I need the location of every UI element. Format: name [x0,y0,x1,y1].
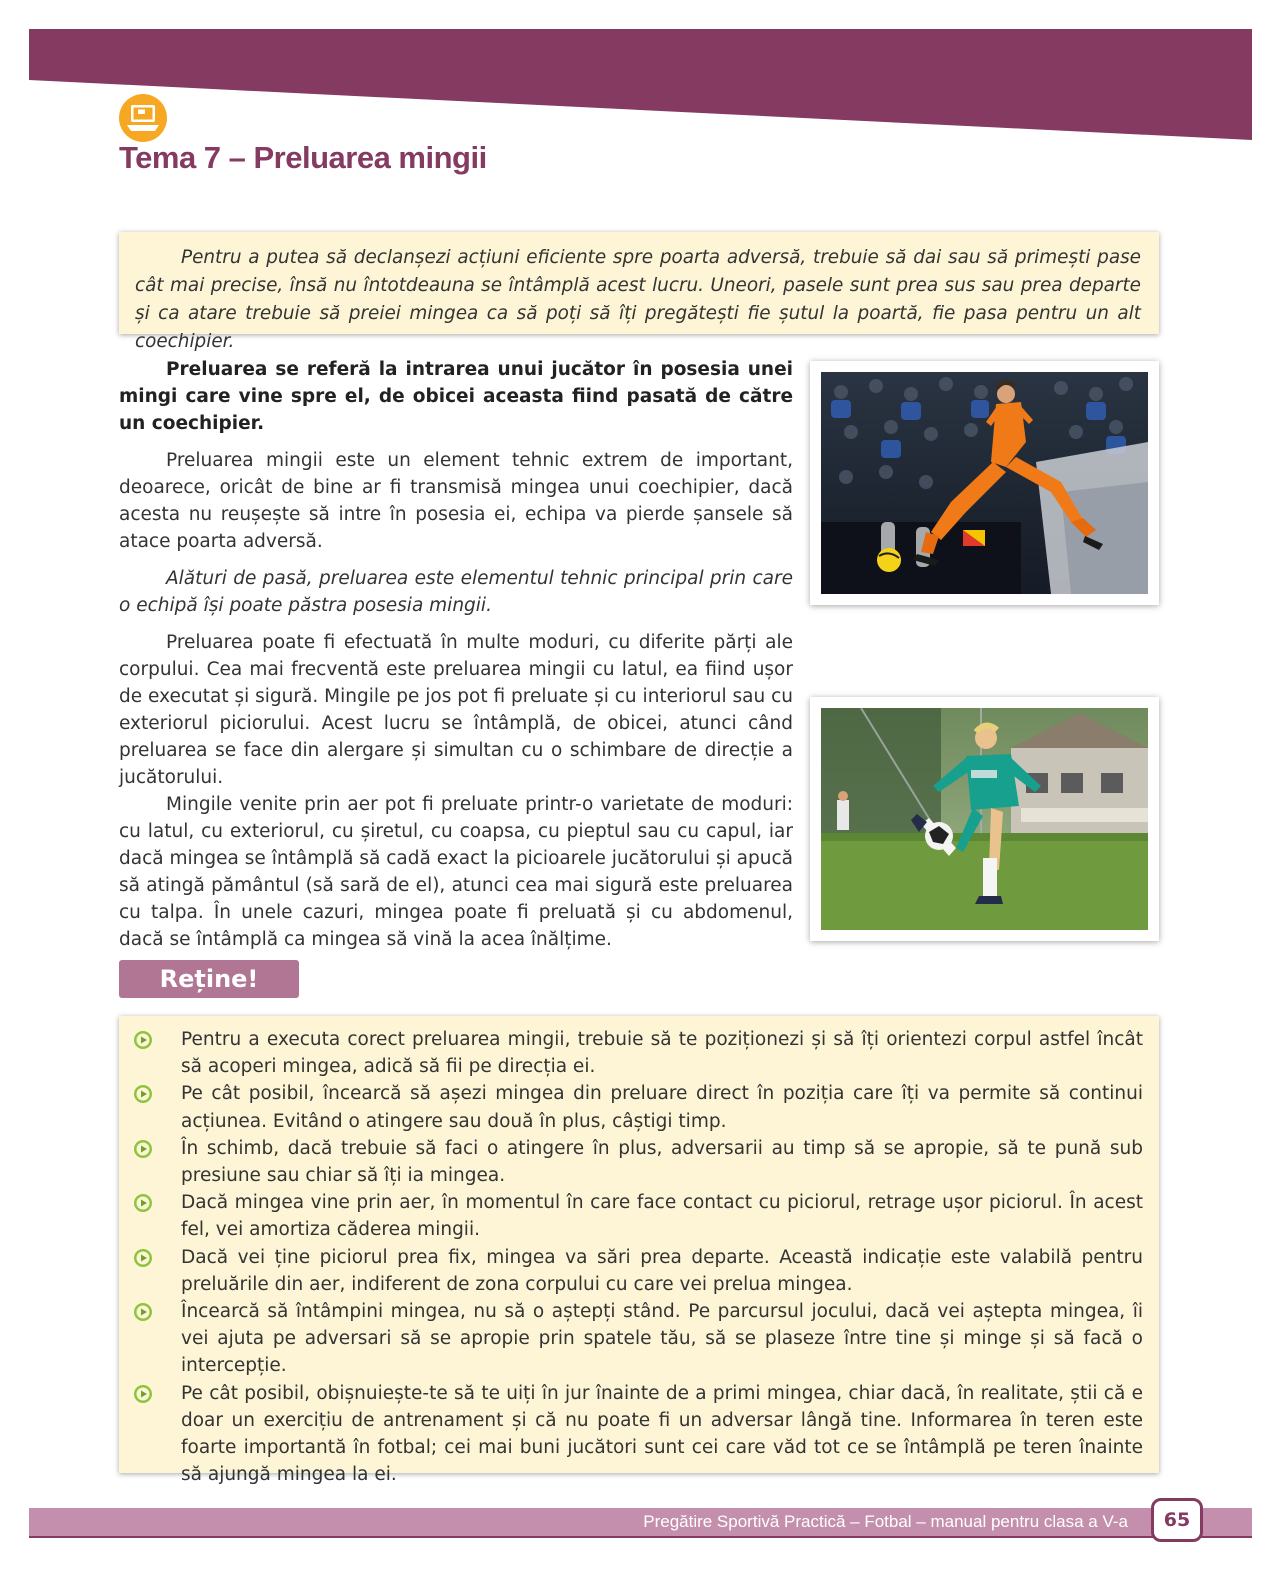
play-bullet-icon [133,1030,153,1050]
footer-book-title: Pregătire Sportivă Practică – Fotbal – manual pentru clasa a V-a [643,1512,1128,1531]
header-band [0,0,1270,150]
photo-youth-player-control [810,697,1159,941]
list-item [119,1298,1143,1380]
retine-label: Reține! [119,960,299,998]
list-item [119,1244,1143,1298]
player-kick-image [821,372,1148,594]
list-item [119,1026,1143,1080]
play-bullet-icon [133,1139,153,1159]
tip-text: Pentru a executa corect preluarea mingii, trebuie să te poziționezi și să îți orientezi corpul astfel încât să acoperi mingea, adică să fii pe direcția ei. [181,1029,1143,1078]
play-bullet-icon [133,1248,153,1268]
page-title: Tema 7 – Preluarea mingii [119,140,487,175]
play-bullet-icon [133,1193,153,1213]
tip-text: În schimb, dacă trebuie să faci o atingere în plus, adversarii au timp să se apropie, să te pună sub presiune sau chiar să îți ia mingea. [181,1137,1143,1187]
tip-text: Dacă vei ține piciorul prea fix, mingea va sări prea departe. Această indicație este valabilă pentru preluările din aer, indiferent de zona corpului cu care vei prelua mingea. [181,1246,1143,1295]
tip-text: Pe cât posibil, obișnuiește-te să te uiți în jur înainte de a primi mingea, chiar dacă, în realitate, știi că e doar un exercițiu de antrenament și că nu poate fi un adversar lângă tine. Informarea în teren este foarte importantă în fotbal; cei mai buni jucători sunt cei care văd tot ce se întâmplă pe teren înainte să ajungă mingea la ei. [181,1382,1143,1486]
body-paragraph: Preluarea mingii este un element tehnic extrem de important, deoarece, oricât de bine ar fi transmisă mingea unui coechipier, dacă acesta nu reușește să intre în posesia ei, echipa va pierde șansele să atace poarta adversă. [119,450,793,552]
photo-player-kick [810,361,1159,605]
footer-rule [29,1536,1252,1538]
play-bullet-icon [133,1302,153,1322]
tips-list [119,1016,1159,1488]
laptop-icon [119,94,167,142]
body-paragraph: Mingile venite prin aer pot fi preluate printr-o varietate de moduri: cu latul, cu exteriorul, cu șiretul, cu coapsa, cu pieptul sau cu capul, iar dacă mingea se întâmplă să cadă exact la picioarele jucătorului și apucă să atingă pământul (să sară de el), atunci cea mai sigură este preluarea cu talpa. În unele cazuri, mingea poate fi preluată și cu abdomenul, dacă se întâmplă ca mingea să vină la acea înălțime. [119,794,793,950]
list-item [119,1189,1143,1243]
body-paragraph: Preluarea poate fi efectuată în multe moduri, cu diferite părți ale corpului. Cea mai frecventă este preluarea mingii cu latul, ea fiind ușor de executat și sigură. Mingile pe jos pot fi preluate și cu interiorul sau cu exteriorul piciorului. Acest lucru se întâmplă, de obicei, atunci când preluarea se face din alergare și simultan cu o schimbare de direcție a jucătorului. [119,632,793,788]
play-bullet-icon [133,1084,153,1104]
youth-player-image [821,708,1148,930]
page-number: 65 [1151,1498,1203,1542]
tips-box [119,1016,1159,1486]
intro-text: Pentru a putea să declanșezi acțiuni eficiente spre poarta adversă, trebuie să dai sau să primești pase cât mai precise, însă nu întotdeauna se întâmplă acest lucru. Uneori, pasele sunt prea sus sau prea departe și ca atare trebuie să preiei mingea ca să poți să îți pregătești fie șutul la poartă, fie pasa pentru un alt coechipier. [135,247,1141,352]
list-item [119,1135,1143,1189]
main-text-column [119,356,793,953]
tip-text: Pe cât posibil, încearcă să așezi mingea din preluare direct în poziția care îți va permite să continui acțiunea. Evitând o atingere sau două în plus, câștigi timp. [181,1083,1143,1132]
definition-paragraph: Preluarea se referă la intrarea unui jucător în posesia unei mingi care vine spre el, de obicei aceasta fiind pasată de către un coechipier. [119,359,793,434]
emphasis-paragraph: Alături de pasă, preluarea este elementul tehnic principal prin care o echipă își poate păstra posesia mingii. [119,568,793,616]
play-bullet-icon [133,1384,153,1404]
list-item [119,1080,1143,1134]
tip-text: Încearcă să întâmpini mingea, nu să o aștepți stând. Pe parcursul jocului, dacă vei aștepta mingea, îi vei ajuta pe adversari să se apropie prin spatele tău, să se plaseze între tine și minge și să facă o intercepție. [181,1301,1143,1377]
tip-text: Dacă mingea vine prin aer, în momentul în care face contact cu piciorul, retrage ușor piciorul. În acest fel, vei amortiza căderea mingii. [181,1192,1143,1241]
list-item [119,1380,1143,1489]
intro-box [119,232,1159,352]
